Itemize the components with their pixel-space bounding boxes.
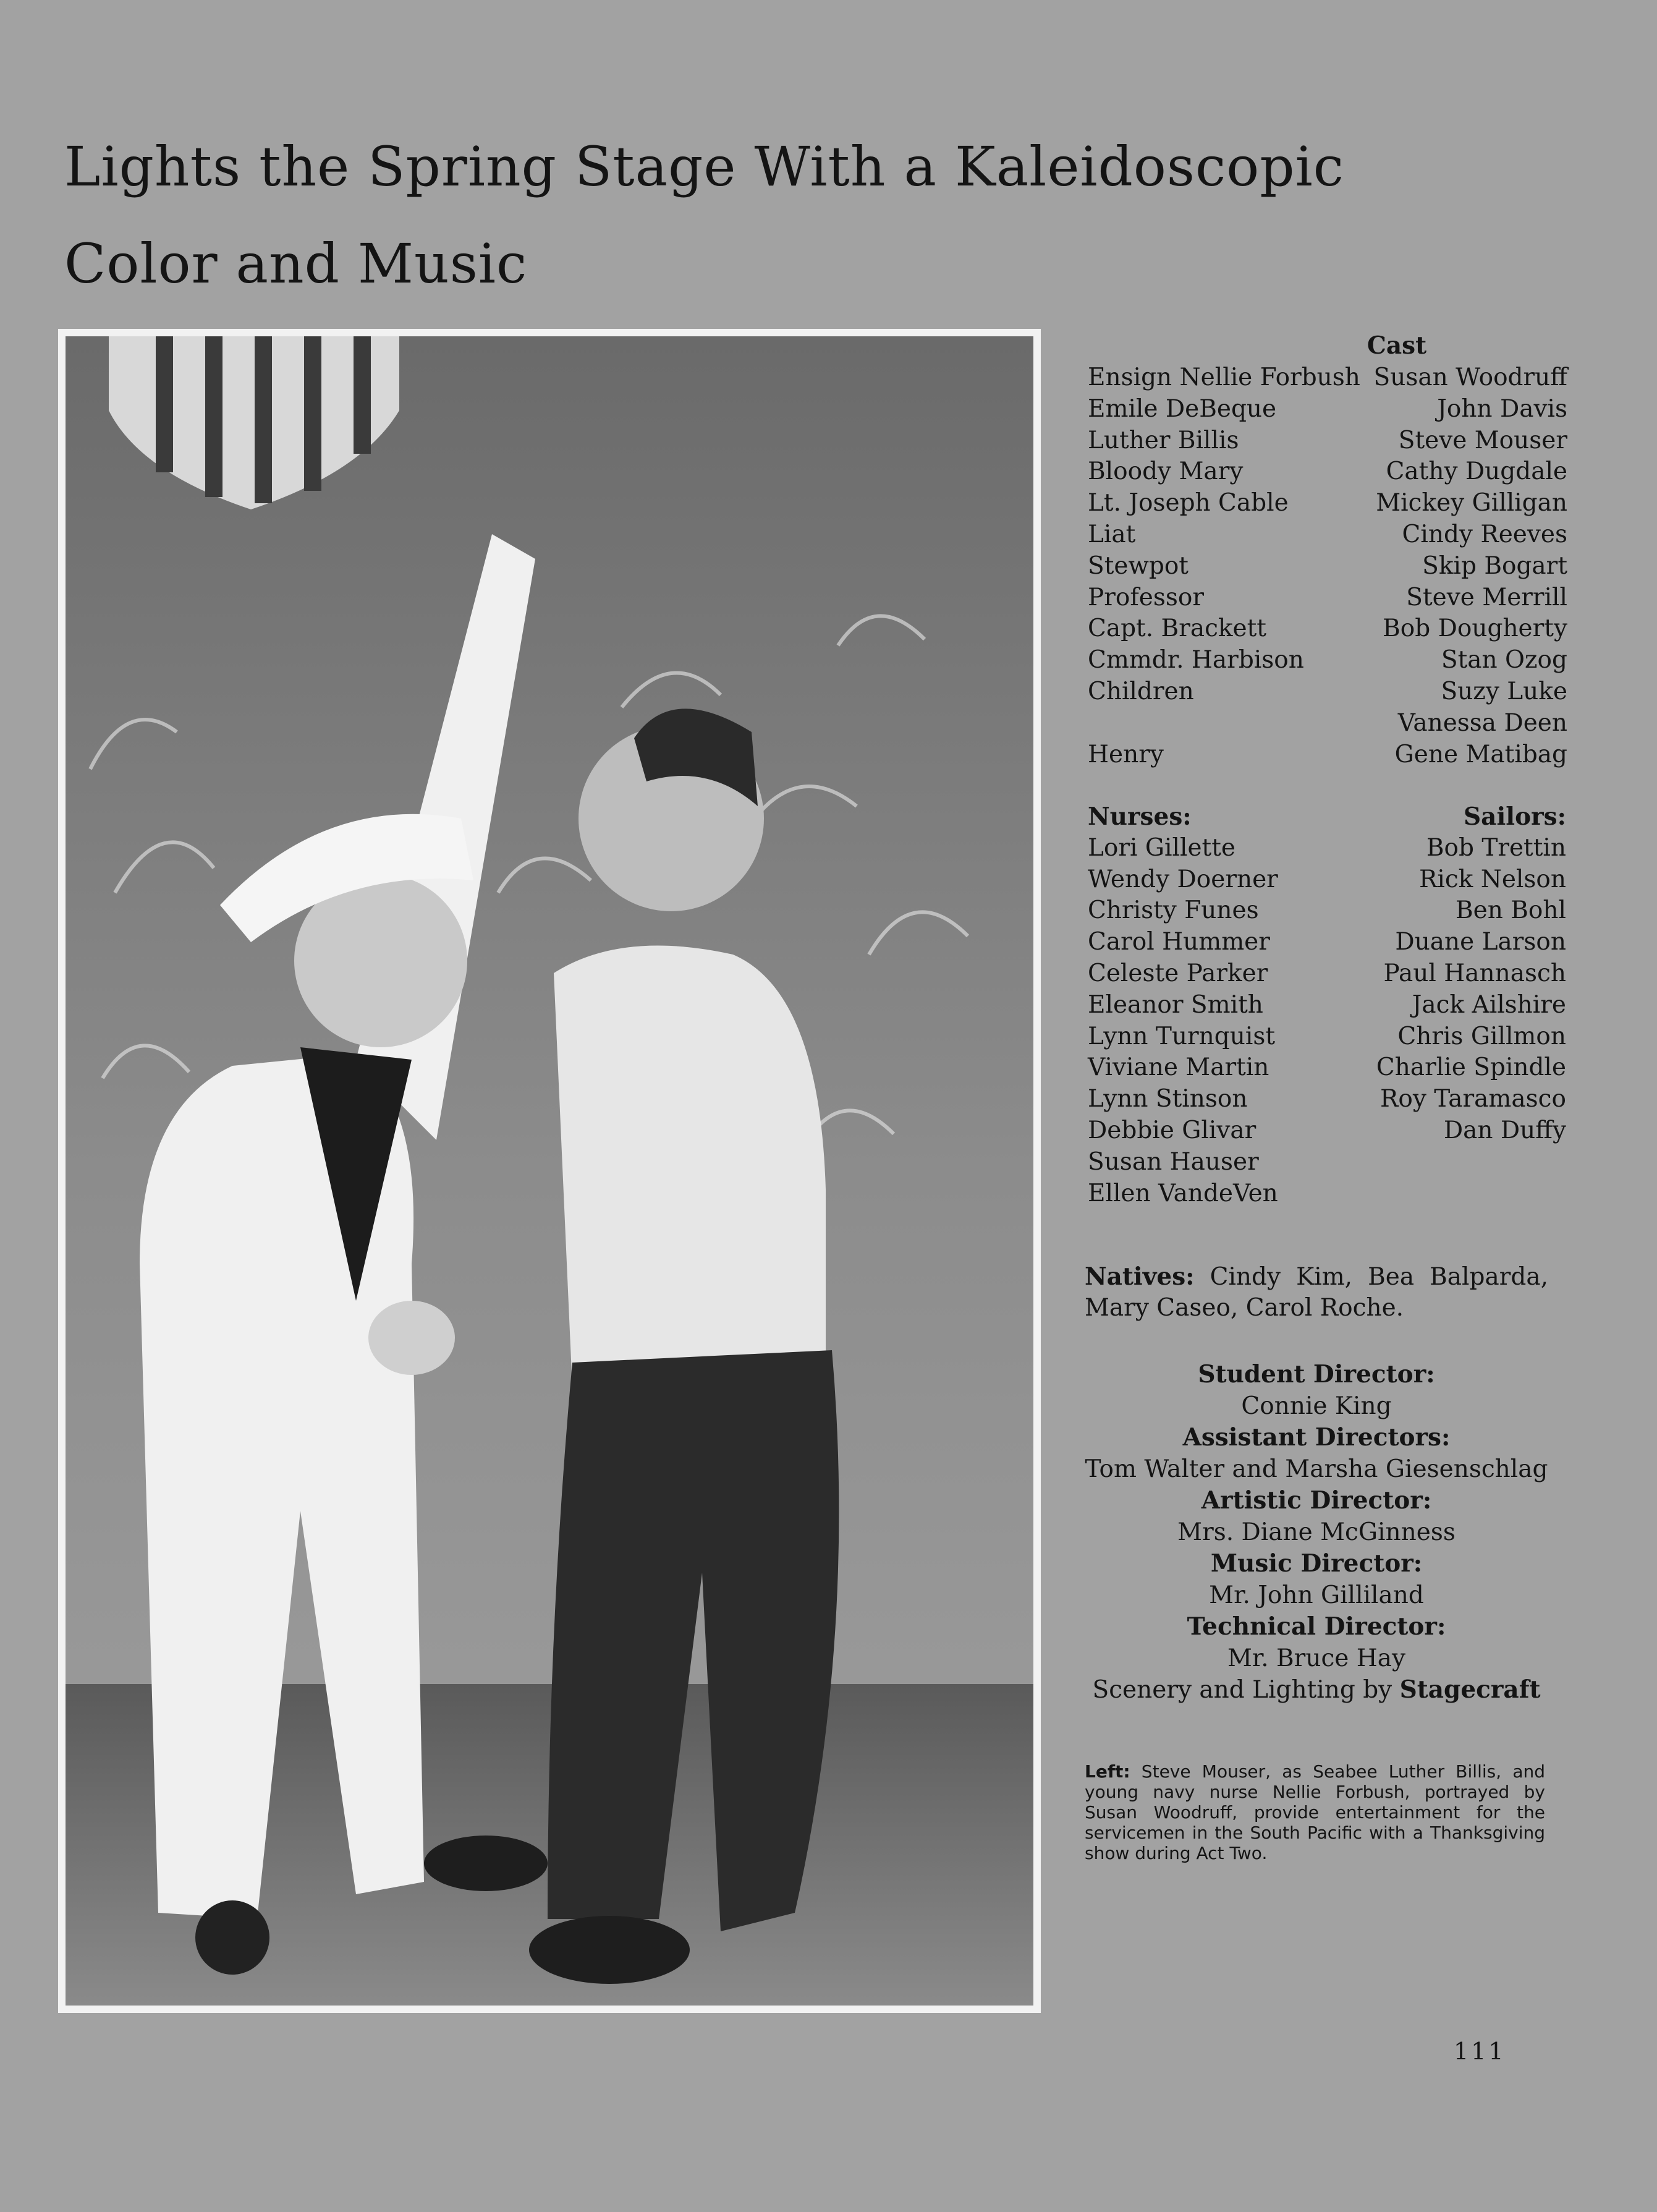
nurse-name: Lori Gillette xyxy=(1088,833,1235,862)
cast-actor: John Davis xyxy=(1437,394,1567,423)
nurse-name: Susan Hauser xyxy=(1088,1147,1259,1176)
cast-role: Lt. Joseph Cable xyxy=(1088,489,1289,517)
caption-text: Steve Mouser, as Seabee Luther Billis, and young navy nurse Nellie Forbush, portrayed by Susan Woodruff, provide entertainment for the servicemen in the South Pacific with a Thanksgiving show during Act Two. xyxy=(1085,1761,1545,1863)
cast-role: Ensign Nellie Forbush xyxy=(1088,364,1360,391)
credit-title: Music Director: xyxy=(1210,1549,1423,1578)
cast-actors-column xyxy=(1088,362,1567,770)
sailor-name: Bob Trettin xyxy=(1426,833,1566,862)
sailor-name: Ben Bohl xyxy=(1456,896,1566,925)
cast-actor: Gene Matibag xyxy=(1394,740,1567,768)
cast-role: Emile DeBeque xyxy=(1088,394,1277,423)
credit-title: Artistic Director: xyxy=(1201,1486,1432,1515)
cast-actor: Skip Bogart xyxy=(1422,551,1567,580)
cast-actor: Cindy Reeves xyxy=(1402,520,1567,548)
natives-paragraph xyxy=(1085,1261,1548,1324)
nurse-name: Carol Hummer xyxy=(1088,928,1270,956)
sailor-name: Jack Ailshire xyxy=(1412,990,1566,1019)
headline-line-1: Lights the Spring Stage With a Kaleidoscopic xyxy=(64,135,1345,198)
nurse-name: Lynn Turnquist xyxy=(1088,1022,1276,1050)
photo-caption xyxy=(1085,1761,1545,1863)
cast-actor: Cathy Dugdale xyxy=(1386,457,1567,486)
cast-role: Bloody Mary xyxy=(1088,457,1244,486)
cast-actor: Steve Mouser xyxy=(1398,426,1567,454)
cast-role: Liat xyxy=(1088,520,1136,548)
credit-title: Technical Director: xyxy=(1187,1612,1446,1641)
credit-name: Tom Walter and Marsha Giesenschlag xyxy=(1085,1455,1548,1483)
page-number: 111 xyxy=(1454,2038,1506,2065)
stage-photo-image xyxy=(66,336,1033,2006)
cast-role: Henry xyxy=(1088,740,1164,768)
sailor-name: Roy Taramasco xyxy=(1380,1085,1566,1113)
natives-label: Natives: xyxy=(1085,1262,1195,1291)
nurse-name: Eleanor Smith xyxy=(1088,990,1263,1019)
credits-block xyxy=(1085,1359,1548,1706)
caption-label: Left: xyxy=(1085,1761,1130,1782)
headline-line-2: Color and Music xyxy=(64,232,528,296)
cast-actor: Suzy Luke xyxy=(1441,677,1567,705)
sailors-heading: Sailors: xyxy=(1464,802,1566,831)
cast-heading: Cast xyxy=(1367,331,1427,360)
scenery-company: Stagecraft xyxy=(1399,1675,1541,1704)
cast-actor: Bob Dougherty xyxy=(1383,615,1567,643)
cast-role: Stewpot xyxy=(1088,551,1189,580)
credit-name: Connie King xyxy=(1241,1392,1392,1420)
scenery-prefix: Scenery and Lighting by xyxy=(1092,1676,1400,1704)
sailor-name: Dan Duffy xyxy=(1443,1116,1566,1144)
cast-actor: Stan Ozog xyxy=(1441,646,1567,674)
sailors-column xyxy=(1088,801,1566,1147)
cast-role: Capt. Brackett xyxy=(1088,615,1266,643)
sailor-name: Rick Nelson xyxy=(1419,865,1566,893)
cast-role: Children xyxy=(1088,677,1194,705)
sailor-name: Paul Hannasch xyxy=(1383,959,1566,987)
cast-role: Professor xyxy=(1088,583,1205,611)
cast-actor: Susan Woodruff xyxy=(1373,364,1567,391)
nurse-name: Viviane Martin xyxy=(1088,1053,1269,1082)
sailor-name: Duane Larson xyxy=(1395,928,1566,956)
nurse-name: Lynn Stinson xyxy=(1088,1085,1248,1113)
credit-title: Assistant Directors: xyxy=(1182,1423,1451,1452)
cast-role: Cmmdr. Harbison xyxy=(1088,646,1304,674)
cast-actor: Mickey Gilligan xyxy=(1376,489,1567,517)
credit-name: Mrs. Diane McGinness xyxy=(1177,1518,1456,1546)
nurse-name: Celeste Parker xyxy=(1088,959,1268,987)
scenery-credit xyxy=(1085,1674,1548,1706)
nurses-heading: Nurses: xyxy=(1088,802,1192,831)
cast-actor: Steve Merrill xyxy=(1406,583,1567,611)
sailor-name: Charlie Spindle xyxy=(1376,1053,1566,1082)
credit-name: Mr. Bruce Hay xyxy=(1227,1644,1406,1672)
nurse-name: Ellen VandeVen xyxy=(1088,1179,1278,1207)
cast-actor: Vanessa Deen xyxy=(1397,708,1567,737)
cast-role: Luther Billis xyxy=(1088,426,1239,454)
natives-names: Cindy Kim, Bea Balparda, Mary Caseo, Carol Roche. xyxy=(1085,1263,1548,1322)
credit-name: Mr. John Gilliland xyxy=(1209,1581,1424,1609)
credit-title: Student Director: xyxy=(1198,1360,1435,1389)
nurse-name: Debbie Glivar xyxy=(1088,1116,1257,1144)
nurse-name: Wendy Doerner xyxy=(1088,865,1278,893)
sailor-name: Chris Gillmon xyxy=(1397,1022,1566,1050)
stage-photo xyxy=(58,329,1041,2013)
nurse-name: Christy Funes xyxy=(1088,896,1259,925)
